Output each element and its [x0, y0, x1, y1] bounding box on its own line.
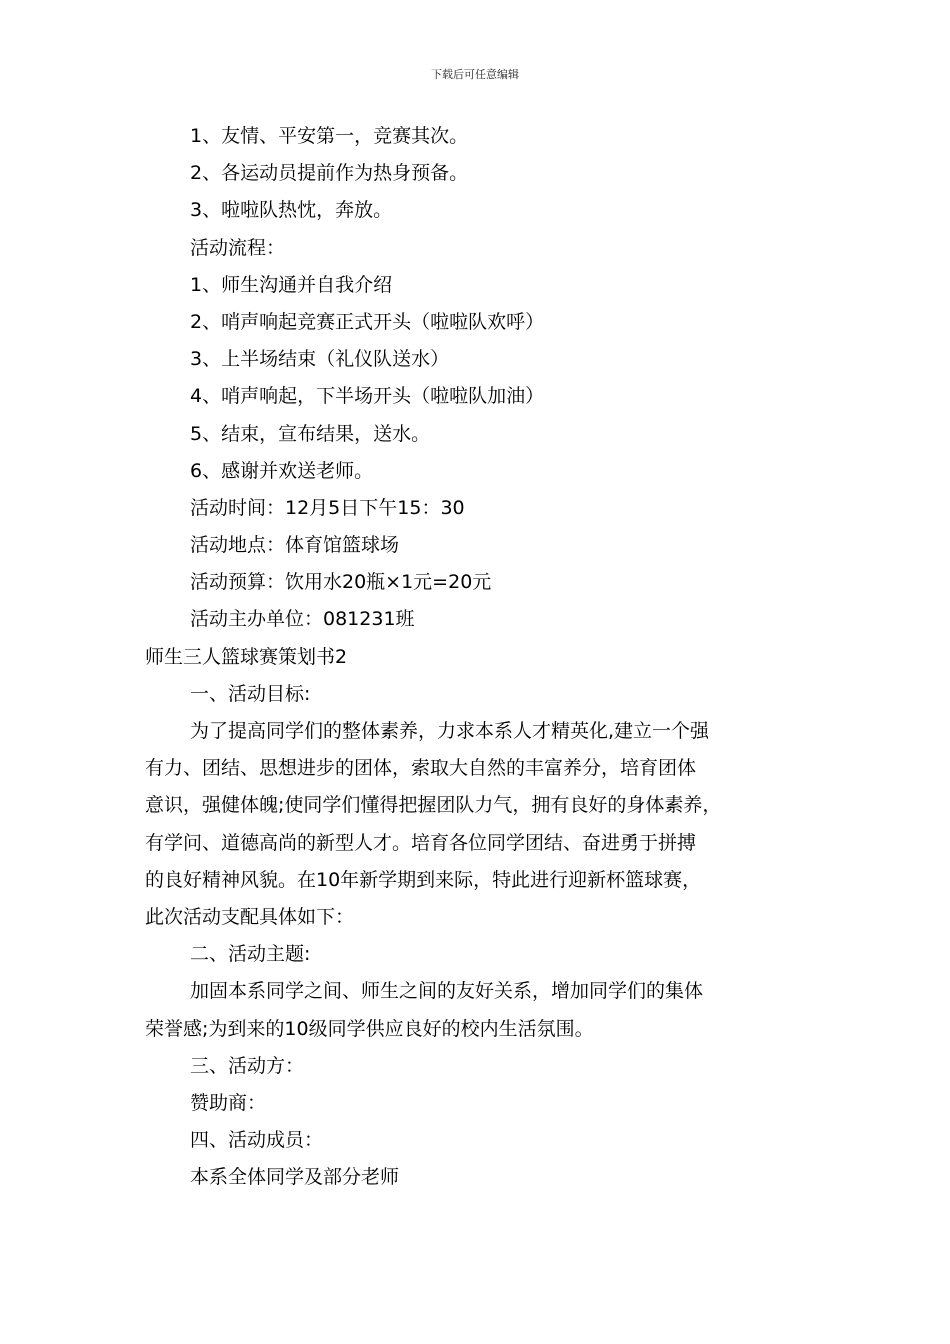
activity-time: 活动时间：12月5日下午15：30: [190, 496, 465, 519]
goal-paragraph-line: 为了提高同学们的整体素养，力求本系人才精英化,建立一个强: [190, 720, 710, 742]
process-step-1: 1、师生沟通并自我介绍: [190, 273, 393, 296]
section-title: 师生三人篮球赛策划书2: [145, 645, 348, 668]
process-step-5: 5、结束，宣布结果，送水。: [190, 422, 431, 445]
process-heading: 活动流程：: [190, 236, 286, 259]
heading-members: 四、活动成员：: [190, 1129, 324, 1152]
goal-paragraph-line: 有力、团结、思想进步的团体，索取大自然的丰富养分，培育团体: [145, 757, 697, 780]
members-text: 本系全体同学及部分老师: [190, 1166, 400, 1189]
document-body: [145, 118, 825, 1196]
sponsor-label: 赞助商：: [190, 1091, 267, 1114]
heading-goal: 一、活动目标:: [190, 682, 311, 705]
heading-theme: 二、活动主题:: [190, 943, 311, 966]
process-step-4: 4、哨声响起，下半场开头（啦啦队加油）: [190, 385, 545, 408]
rule-item-2: 2、各运动员提前作为热身预备。: [190, 162, 469, 185]
activity-organizer: 活动主办单位：081231班: [190, 608, 415, 631]
heading-parties: 三、活动方：: [190, 1054, 305, 1077]
theme-paragraph-line: 加固本系同学之间、师生之间的友好关系，增加同学们的集体: [190, 980, 704, 1003]
process-step-6: 6、感谢并欢送老师。: [190, 459, 374, 482]
theme-paragraph-line: 荣誉感;为到来的10级同学供应良好的校内生活氛围。: [145, 1017, 594, 1040]
rule-item-1: 1、友情、平安第一，竞赛其次。: [190, 125, 469, 147]
process-step-2: 2、哨声响起竞赛正式开头（啦啦队欢呼）: [190, 310, 545, 333]
activity-budget: 活动预算：饮用水20瓶×1元=20元: [190, 571, 492, 594]
activity-location: 活动地点：体育馆篮球场: [190, 534, 400, 557]
goal-paragraph-line: 此次活动支配具体如下：: [145, 905, 355, 928]
page-header: 下载后可任意编辑: [431, 68, 519, 81]
goal-paragraph-line: 有学问、道德高尚的新型人才。培育各位同学团结、奋进勇于拼搏: [145, 831, 697, 854]
process-step-3: 3、上半场结束（礼仪队送水）: [190, 348, 450, 371]
theme-paragraph: [145, 973, 825, 1047]
goal-paragraph: [145, 713, 825, 936]
goal-paragraph-line: 意识，强健体魄;使同学们懂得把握团队力气，拥有良好的身体素养，: [145, 794, 722, 817]
goal-paragraph-line: 的良好精神风貌。在10年新学期到来际，特此进行迎新杯篮球赛，: [145, 868, 702, 891]
rule-item-3: 3、啦啦队热忱，奔放。: [190, 199, 393, 222]
